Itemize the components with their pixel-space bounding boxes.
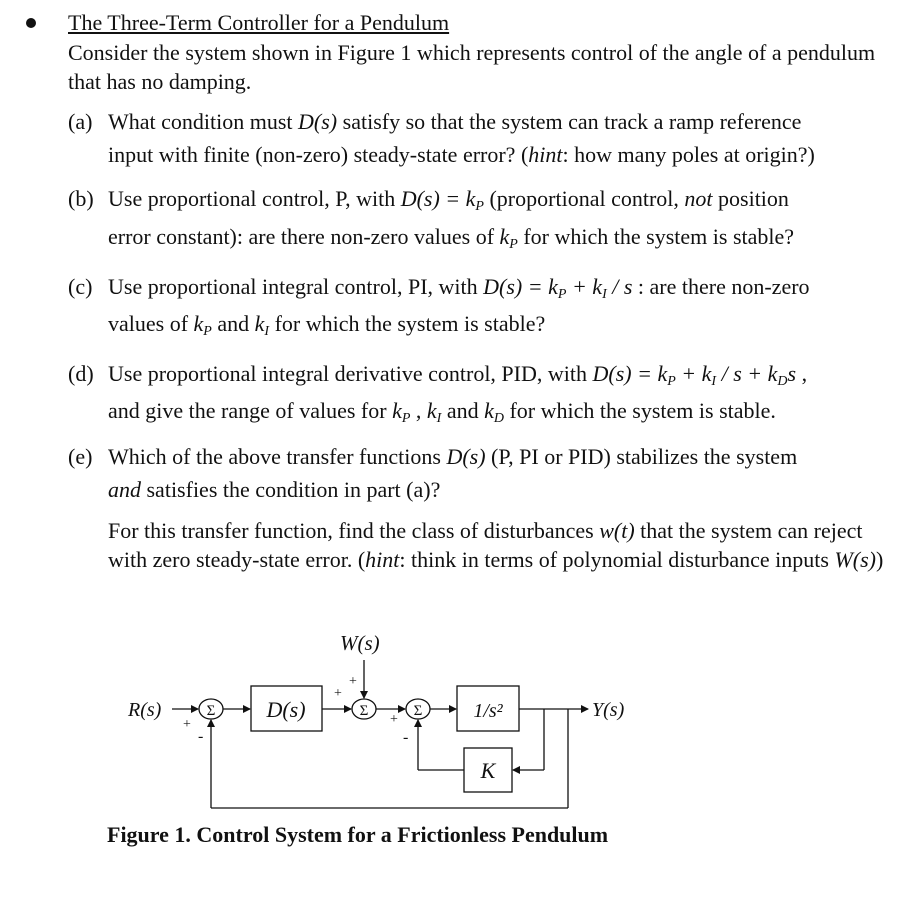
part-a-label: (a)	[68, 109, 93, 134]
figure-caption: Figure 1. Control System for a Frictionless Pendulum	[107, 822, 609, 847]
plant-label: 1/s²	[473, 700, 503, 722]
sign-plus-w: +	[349, 674, 357, 689]
sigma-symbol-1: Σ	[206, 703, 216, 719]
part-d-line2: and give the range of values for $k_P$ , $k_I$ and $k_D$ for which the system is stable.	[108, 398, 776, 426]
part-c-label: (c)	[68, 274, 93, 299]
sign-plus-r: +	[183, 717, 191, 732]
sign-minus-inner: -	[403, 729, 409, 746]
page-title: The Three-Term Controller for a Pendulum	[68, 10, 450, 35]
part-b-label: (b)	[68, 186, 94, 211]
part-a-line2: input with finite (non-zero) steady-state error? (hint: how many poles at origin?)	[108, 142, 815, 167]
part-b-line2: error constant): are there non-zero values of $k_P$ for which the system is stable?	[108, 224, 795, 252]
disturbance-label: W(s)	[340, 631, 380, 655]
part-c-line2: values of $k_P$ and $k_I$ for which the system is stable?	[108, 311, 546, 339]
output-label: Y(s)	[592, 699, 625, 721]
part-c-line1: (c) Use proportional integral control, PI, with $D(s) = k_P + k_I / s$ : are there non-zero	[68, 274, 810, 302]
part-e-label: (e)	[68, 444, 93, 469]
gain-label: K	[480, 758, 496, 783]
part-d-label: (d)	[68, 361, 94, 386]
block-diagram	[0, 620, 913, 820]
sigma-symbol-2: Σ	[359, 703, 369, 719]
reference-label: R(s)	[128, 699, 162, 721]
part-b-line1: (b) Use proportional control, P, with $D(s) = k_P$ (proportional control, not position	[68, 186, 789, 214]
followup-paragraph: For this transfer function, find the class of disturbances w(t) that the system can reject with zero steady-state error. (hint: think in terms of polynomial disturbance inputs W(s))	[108, 518, 884, 572]
part-e-line2: and satisfies the condition in part (a)?	[108, 477, 441, 502]
sign-plus-d: +	[334, 686, 342, 701]
intro-paragraph: Consider the system shown in Figure 1 which represents control of the angle of a pendulum that has no damping.	[68, 40, 876, 94]
part-d-line1: (d) Use proportional integral derivative control, PID, with $D(s) = k_P + k_I / s + k_Ds$ ,	[68, 361, 808, 389]
controller-label: D(s)	[266, 697, 306, 722]
sign-minus-outer: -	[198, 728, 204, 745]
sigma-symbol-3: Σ	[413, 703, 423, 719]
bullet-icon	[26, 18, 36, 28]
part-e-line1: (e) Which of the above transfer functions D(s) (P, PI or PID) stabilizes the system	[68, 444, 798, 469]
part-a-line1: (a) What condition must D(s) satisfy so that the system can track a ramp reference	[68, 109, 802, 134]
sign-plus-sum: +	[390, 712, 398, 727]
